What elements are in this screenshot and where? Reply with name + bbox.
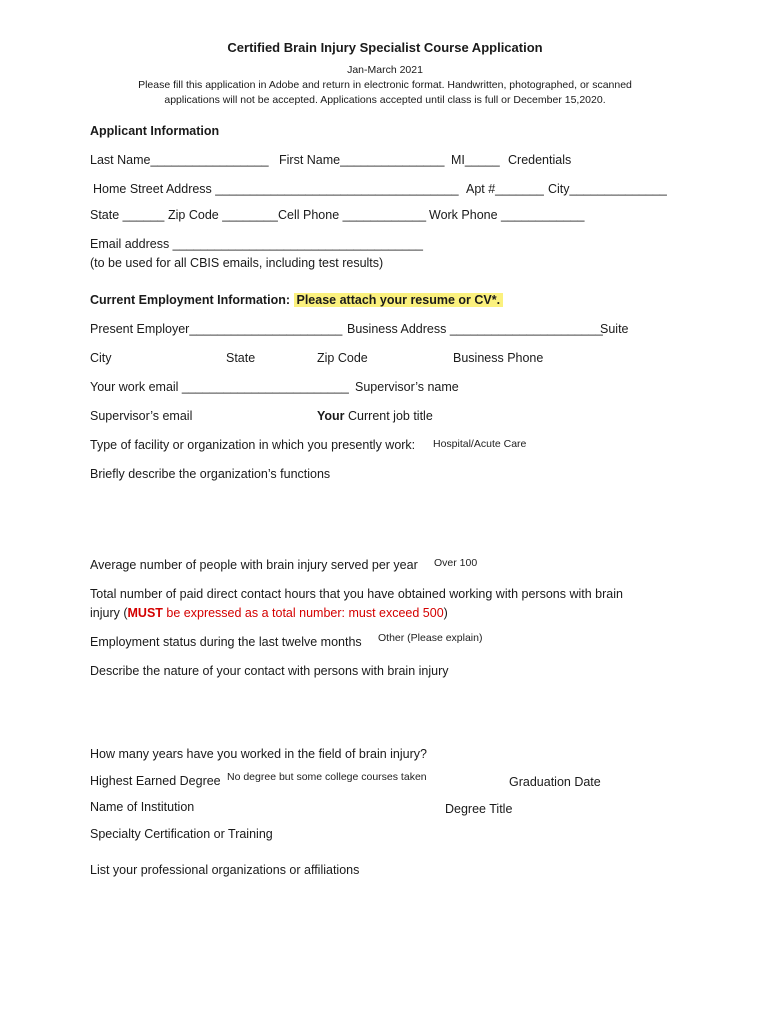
attach-resume-note: Please attach your resume or CV*. [294, 293, 504, 307]
employment-heading [90, 293, 503, 307]
email-field[interactable]: Email address ____________________________________ [90, 237, 423, 251]
instructions-line-1: Please fill this application in Adobe and return in electronic format. Handwritten, photographed, or scanned [138, 79, 632, 91]
home-city-field[interactable]: City______________ [548, 182, 667, 196]
home-street-field[interactable]: Home Street Address ___________________________________ [93, 182, 459, 196]
contact-hours-line-1: Total number of paid direct contact hours that you have obtained working with persons with brain [90, 587, 623, 601]
business-state-field[interactable]: State [226, 351, 256, 365]
employment-status-label: Employment status during the last twelve months [90, 635, 362, 649]
facility-type-select[interactable]: Hospital/Acute Care [433, 438, 527, 450]
institution-field[interactable]: Name of Institution [90, 800, 195, 814]
degree-title-field[interactable]: Degree Title [445, 802, 513, 816]
credentials-field[interactable]: Credentials [508, 153, 572, 167]
graduation-date-field[interactable]: Graduation Date [509, 775, 601, 789]
avg-people-select[interactable]: Over 100 [434, 557, 478, 569]
work-phone-field[interactable]: Work Phone ____________ [429, 208, 585, 222]
mi-field[interactable]: MI_____ [451, 153, 500, 167]
business-zip-field[interactable]: Zip Code [317, 351, 368, 365]
degree-label: Highest Earned Degree [90, 774, 221, 788]
job-title-field[interactable] [317, 409, 433, 423]
business-city-field[interactable]: City [90, 351, 112, 365]
job-title-bold: Your [317, 409, 345, 423]
contact-nature-field[interactable]: Describe the nature of your contact with persons with brain injury [90, 664, 449, 678]
business-address-field[interactable]: Business Address ______________________ [347, 322, 603, 336]
present-employer-field[interactable]: Present Employer______________________ [90, 322, 343, 336]
email-note: (to be used for all CBIS emails, including test results) [90, 256, 384, 270]
organizations-field[interactable]: List your professional organizations or affiliations [90, 863, 360, 877]
first-name-field[interactable]: First Name_______________ [279, 153, 445, 167]
course-date: Jan-March 2021 [347, 64, 423, 76]
job-title-label: Current job title [344, 409, 433, 423]
employment-status-select[interactable]: Other (Please explain) [378, 632, 483, 644]
home-zip-field[interactable]: Zip Code ________ [168, 208, 278, 222]
contact-hours-field[interactable] [90, 606, 448, 620]
facility-type-label: Type of facility or organization in which you presently work: [90, 438, 416, 452]
business-phone-field[interactable]: Business Phone [453, 351, 544, 365]
cell-phone-field[interactable]: Cell Phone ____________ [278, 208, 427, 222]
page-title: Certified Brain Injury Specialist Course Application [227, 40, 543, 55]
apt-field[interactable]: Apt #_______ [466, 182, 544, 196]
avg-people-label: Average number of people with brain injury served per year [90, 558, 418, 572]
work-email-field[interactable]: Your work email ________________________ [90, 380, 349, 394]
must-label: MUST [127, 606, 163, 620]
contact-hours-pre: injury ( [90, 606, 128, 620]
must-exceed-note: be expressed as a total number: must exceed 500 [162, 606, 444, 620]
contact-hours-post: ) [443, 606, 448, 620]
suite-field[interactable]: Suite [600, 322, 629, 336]
applicant-heading: Applicant Information [90, 124, 220, 138]
instructions-line-2: applications will not be accepted. Applications accepted until class is full or December 15,2020. [164, 94, 606, 106]
employment-heading-label: Current Employment Information: [90, 293, 291, 307]
supervisor-name-field[interactable]: Supervisor’s name [355, 380, 459, 394]
org-functions-field[interactable]: Briefly describe the organization’s functions [90, 467, 331, 481]
last-name-field[interactable]: Last Name_________________ [90, 153, 269, 167]
home-state-field[interactable]: State ______ [90, 208, 165, 222]
specialty-field[interactable]: Specialty Certification or Training [90, 827, 273, 841]
degree-select[interactable]: No degree but some college courses taken [227, 771, 427, 783]
supervisor-email-field[interactable]: Supervisor’s email [90, 409, 193, 423]
years-in-field[interactable]: How many years have you worked in the field of brain injury? [90, 747, 427, 761]
